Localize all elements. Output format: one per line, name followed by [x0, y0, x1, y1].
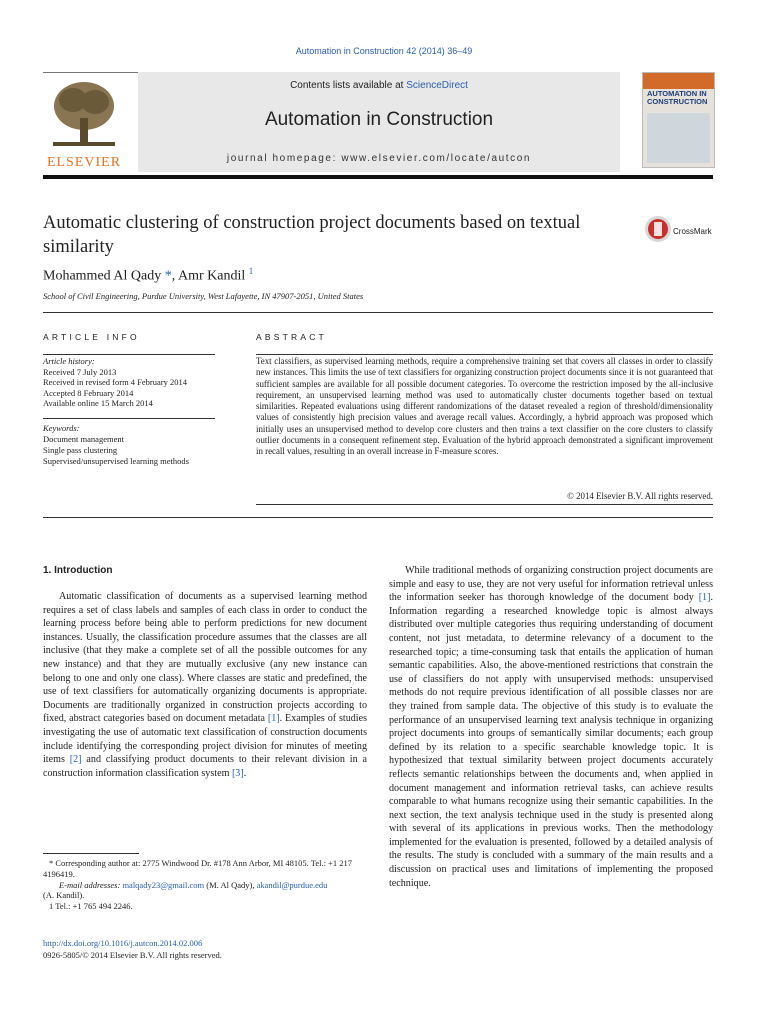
history-item: Accepted 8 February 2014	[43, 387, 134, 398]
cover-image	[647, 113, 710, 163]
article-history	[43, 356, 215, 409]
keywords-label: Keywords:	[43, 423, 80, 433]
footnotes	[43, 858, 369, 912]
abstract-heading: ABSTRACT	[256, 332, 327, 342]
abstract-bottom-rule	[256, 504, 713, 505]
footnote-tel: 1 Tel.: +1 765 494 2246.	[49, 901, 133, 912]
author-2-footnote-mark[interactable]: 1	[248, 266, 254, 276]
footnote-corresponding: * Corresponding author at: 2775 Windwood Dr. #178 Ann Arbor, MI 48105. Tel.: +1 217 4196419.	[43, 858, 353, 879]
email-label: E-mail addresses:	[59, 879, 123, 890]
keyword-item: Supervised/unsupervised learning methods	[43, 456, 189, 466]
cover-title	[647, 90, 707, 106]
corresponding-author-mark[interactable]: *	[164, 268, 172, 284]
body-column-right	[389, 564, 713, 890]
history-item: Available online 15 March 2014	[43, 398, 153, 408]
keywords	[43, 423, 215, 467]
divider-rule	[43, 517, 713, 518]
abstract-copyright: © 2014 Elsevier B.V. All rights reserved.	[567, 491, 713, 501]
article-info-rule	[43, 354, 215, 355]
affiliation: School of Civil Engineering, Purdue University, West Lafayette, IN 47907-2051, United States	[43, 291, 364, 301]
journal-title: Automation in Construction	[264, 109, 494, 130]
journal-homepage	[138, 153, 620, 164]
keyword-item: Document management	[43, 434, 124, 444]
footnote-rule	[43, 853, 139, 854]
article-info-heading: ARTICLE INFO	[43, 332, 140, 342]
email-link-2[interactable]: akandil@purdue.edu	[256, 879, 328, 890]
section-heading-introduction: 1. Introduction	[43, 565, 113, 576]
author-1: Mohammed Al Qady	[43, 268, 162, 284]
text-run: and classifying product documents to their relevant division in a construction information classification system	[43, 754, 367, 779]
footnote-email-2-name: (A. Kandil).	[43, 890, 85, 901]
divider-rule	[43, 312, 713, 313]
history-label: Article history:	[43, 356, 95, 366]
cover-title-line2: CONSTRUCTION	[647, 97, 708, 106]
text-run: .	[243, 767, 247, 779]
header-thick-rule	[43, 175, 713, 179]
reference-link[interactable]: [3]	[231, 767, 244, 779]
abstract-text: Text classifiers, as supervised learning methods, require a comprehensive training set that covers all classes in order to classify new instances. This limits the use of text classifiers for organizing construction project documents since it is not guaranteed that sufficient samples are available for all possible document categories. To overcome the restriction imposed by the all-inclusive requirement, an unsupervised learning method was used to automatically cluster documents together based on textual similarities. Repeated evaluations using different randomizations of the dataset revealed a region of threshold/dimensionality values of consistently high precision values and average recall values. Accordingly, a hybrid approach was proposed which initially uses an unsupervised method to develop core clusters and then trains a text classifier on the core clusters to classify outlier documents in a consequent refinement step. Evaluation of the hybrid approach demonstrated a significant improvement in recall values, resulting in an overall increase in F-measure scores.	[256, 356, 713, 457]
text-run: While traditional methods of organizing construction project documents are simple and easy to use, they are not very useful for information retrieval unless the information seeker has thorough knowledge of the document body	[389, 565, 713, 604]
body-column-left	[43, 590, 367, 780]
text-run: . Information regarding a researched knowledge topic is almost always distributed over multiple categories thus requiring understanding of document content, not just metadata, to determine relevancy of a document to the researched topic; a time-consuming task that entails the application of human semantic capabilities. Also, the above-mentioned restrictions that constrain the use of classifiers do not apply with unsupervised methods: unsupervised methods do not require previous identification of all possible classes nor are they trained from sample data. The objective of this study is to evaluate the performance of an unsupervised learning text analysis technique in organizing project documents into groups of semantically similar documents; each group defined by its relation to a specific searchable knowledge topic. It is hypothesized that textual similarity between project documents accurately reflects semantic relationships between the documents and, when applied in document management and information retrieval tasks, can achieve results comparable to what humans recognize using their semantic capabilities. In the next section, the text analysis technique used in the study is presented along with several of its applications in previous works. Then the methodology implemented for the evaluation is presented, followed by a detailed analysis of the results. The study is concluded with a summary of the main results and a discussion on practical uses and limitations of implementing the proposed technique.	[389, 592, 713, 889]
journal-cover-thumbnail[interactable]	[642, 72, 715, 168]
cover-band	[643, 73, 714, 89]
homepage-prefix: journal homepage:	[226, 153, 342, 164]
page-footer	[43, 938, 222, 961]
author-separator: ,	[171, 268, 178, 284]
email-1-name: (M. Al Qady),	[204, 879, 257, 890]
crossmark-label[interactable]: CrossMark	[673, 227, 712, 236]
contents-prefix: Contents lists available at	[290, 80, 407, 91]
history-item: Received 7 July 2013	[43, 366, 117, 377]
article-title: Automatic clustering of construction project documents based on textual similarity	[43, 213, 581, 257]
doi-link[interactable]: http://dx.doi.org/10.1016/j.autcon.2014.02.006	[43, 938, 203, 948]
author-list	[43, 266, 253, 285]
reference-link[interactable]: [1]	[698, 592, 711, 604]
footnote-emails	[43, 880, 369, 891]
issn-copyright: 0926-5805/© 2014 Elsevier B.V. All rights reserved.	[43, 949, 222, 960]
text-run: . Examples of studies investigating the use of automatic text classification of construction documents include identifying the corresponding project division for minutes of meeting items	[43, 713, 367, 766]
elsevier-tree-logo	[43, 76, 125, 172]
contents-available-line	[138, 80, 620, 91]
elsevier-wordmark: ELSEVIER	[46, 155, 122, 170]
text-run: Automatic classification of documents as a supervised learning method requires a set of class labels and samples of each class in order to conduct the learning process before being able to perform predictions for new document instances. Usually, the classification procedure assumes that the classes are all inclusive (that they make a complete set of all the possible outcomes for any new instance) and that they are mutually exclusive (any new instance can belong to one and only one class). Where classes are static and predefined, the use of text classifiers for automatically organizing documents is appropriate. Documents are traditionally organized in construction projects according to fixed, abstract categories based on document metadata	[43, 591, 367, 725]
reference-link[interactable]: [2]	[69, 754, 82, 766]
abstract-rule	[256, 354, 713, 355]
sciencedirect-link[interactable]: ScienceDirect	[406, 80, 468, 91]
keywords-rule	[43, 418, 215, 419]
history-item: Received in revised form 4 February 2014	[43, 377, 187, 387]
keyword-item: Single pass clustering	[43, 445, 118, 455]
reference-link[interactable]: [1]	[267, 713, 280, 725]
journal-citation[interactable]: Automation in Construction 42 (2014) 36–49	[295, 46, 473, 56]
email-link-1[interactable]: malqady23@gmail.com	[122, 879, 205, 890]
paragraph	[389, 564, 713, 890]
author-2: Amr Kandil	[177, 268, 246, 284]
paragraph	[43, 590, 367, 780]
homepage-url[interactable]: www.elsevier.com/locate/autcon	[341, 153, 532, 164]
cover-title-line1: AUTOMATION IN	[647, 89, 707, 98]
